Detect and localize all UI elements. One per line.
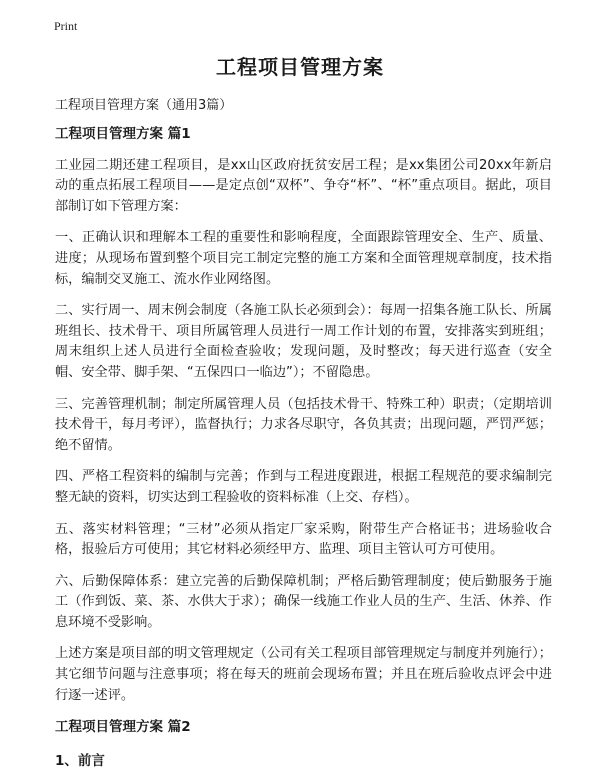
document-body [55, 124, 552, 771]
section-2-sub-heading: 1、前言 [55, 752, 105, 769]
section-1-item-5-paragraph: 五、落实材料管理；“三材”必须从指定厂家采购，附带生产合格证书；进场验收合格，报验后方可使用；其它材料必须经甲方、监理、项目主管认可方可使用。 [55, 521, 552, 558]
section-1-item-4-paragraph: 四、严格工程资料的编制与完善；作到与工程进度跟进，根据工程规范的要求编制完整无缺的资料，切实达到工程验收的资料标准（上交、存档）。 [55, 469, 552, 505]
document-title: 工程项目管理方案 [216, 55, 384, 79]
document-subtitle: 工程项目管理方案（通用3篇） [55, 98, 233, 113]
section-1-item-3-paragraph: 三、完善管理机制；制定所属管理人员（包括技术骨干、特殊工种）职责；（定期培训技术骨干，每月考评），监督执行；力求各尽职守，各负其责；出现问题，严罚严惩；绝不留情。 [55, 396, 552, 453]
section-1-closing-paragraph: 上述方案是项目部的明文管理规定（公司有关工程项目部管理规定与制度并列施行）；其它细节问题与注意事项；将在每天的班前会现场布置；并且在班后验收点评会中进行逐一述评。 [55, 646, 552, 703]
section-1-intro-paragraph: 工业园二期还建工程项目，是xx山区政府抚贫安居工程；是xx集团公司20xx年新启动的重点拓展工程项目——是定点创“双杯”、争夺“杯”、“杯”重点项目。据此，项目部制订如下管理方案： [55, 157, 552, 214]
print-label: Print [54, 19, 78, 33]
section-1-item-1-paragraph: 一、正确认识和理解本工程的重要性和影响程度，全面跟踪管理安全、生产、质量、进度；从现场布置到整个项目完工制定完整的施工方案和全面管理规章制度，技术指标，编制交叉施工、流水作业网络图。 [55, 230, 552, 287]
section-2-heading: 工程项目管理方案 篇2 [55, 719, 191, 736]
section-1-item-6-paragraph: 六、后勤保障体系：建立完善的后勤保障机制；严格后勤管理制度；使后勤服务于施工（作到饭、菜、茶、水供大于求）；确保一线施工作业人员的生产、生活、休养、作息环境不受影响。 [55, 573, 552, 630]
section-1-item-2-paragraph: 二、实行周一、周末例会制度（各施工队长必须到会）：每周一招集各施工队长、所属班组长、技术骨干、项目所属管理人员进行一周工作计划的布置，安排落实到班组；周末组织上述人员进行全面检查验收；发现问题，及时整改；每天进行巡查（安全帽、安全带、脚手架、“五保四口一临边”）；不留隐患。 [55, 303, 552, 380]
section-1-heading: 工程项目管理方案 篇1 [55, 126, 191, 142]
